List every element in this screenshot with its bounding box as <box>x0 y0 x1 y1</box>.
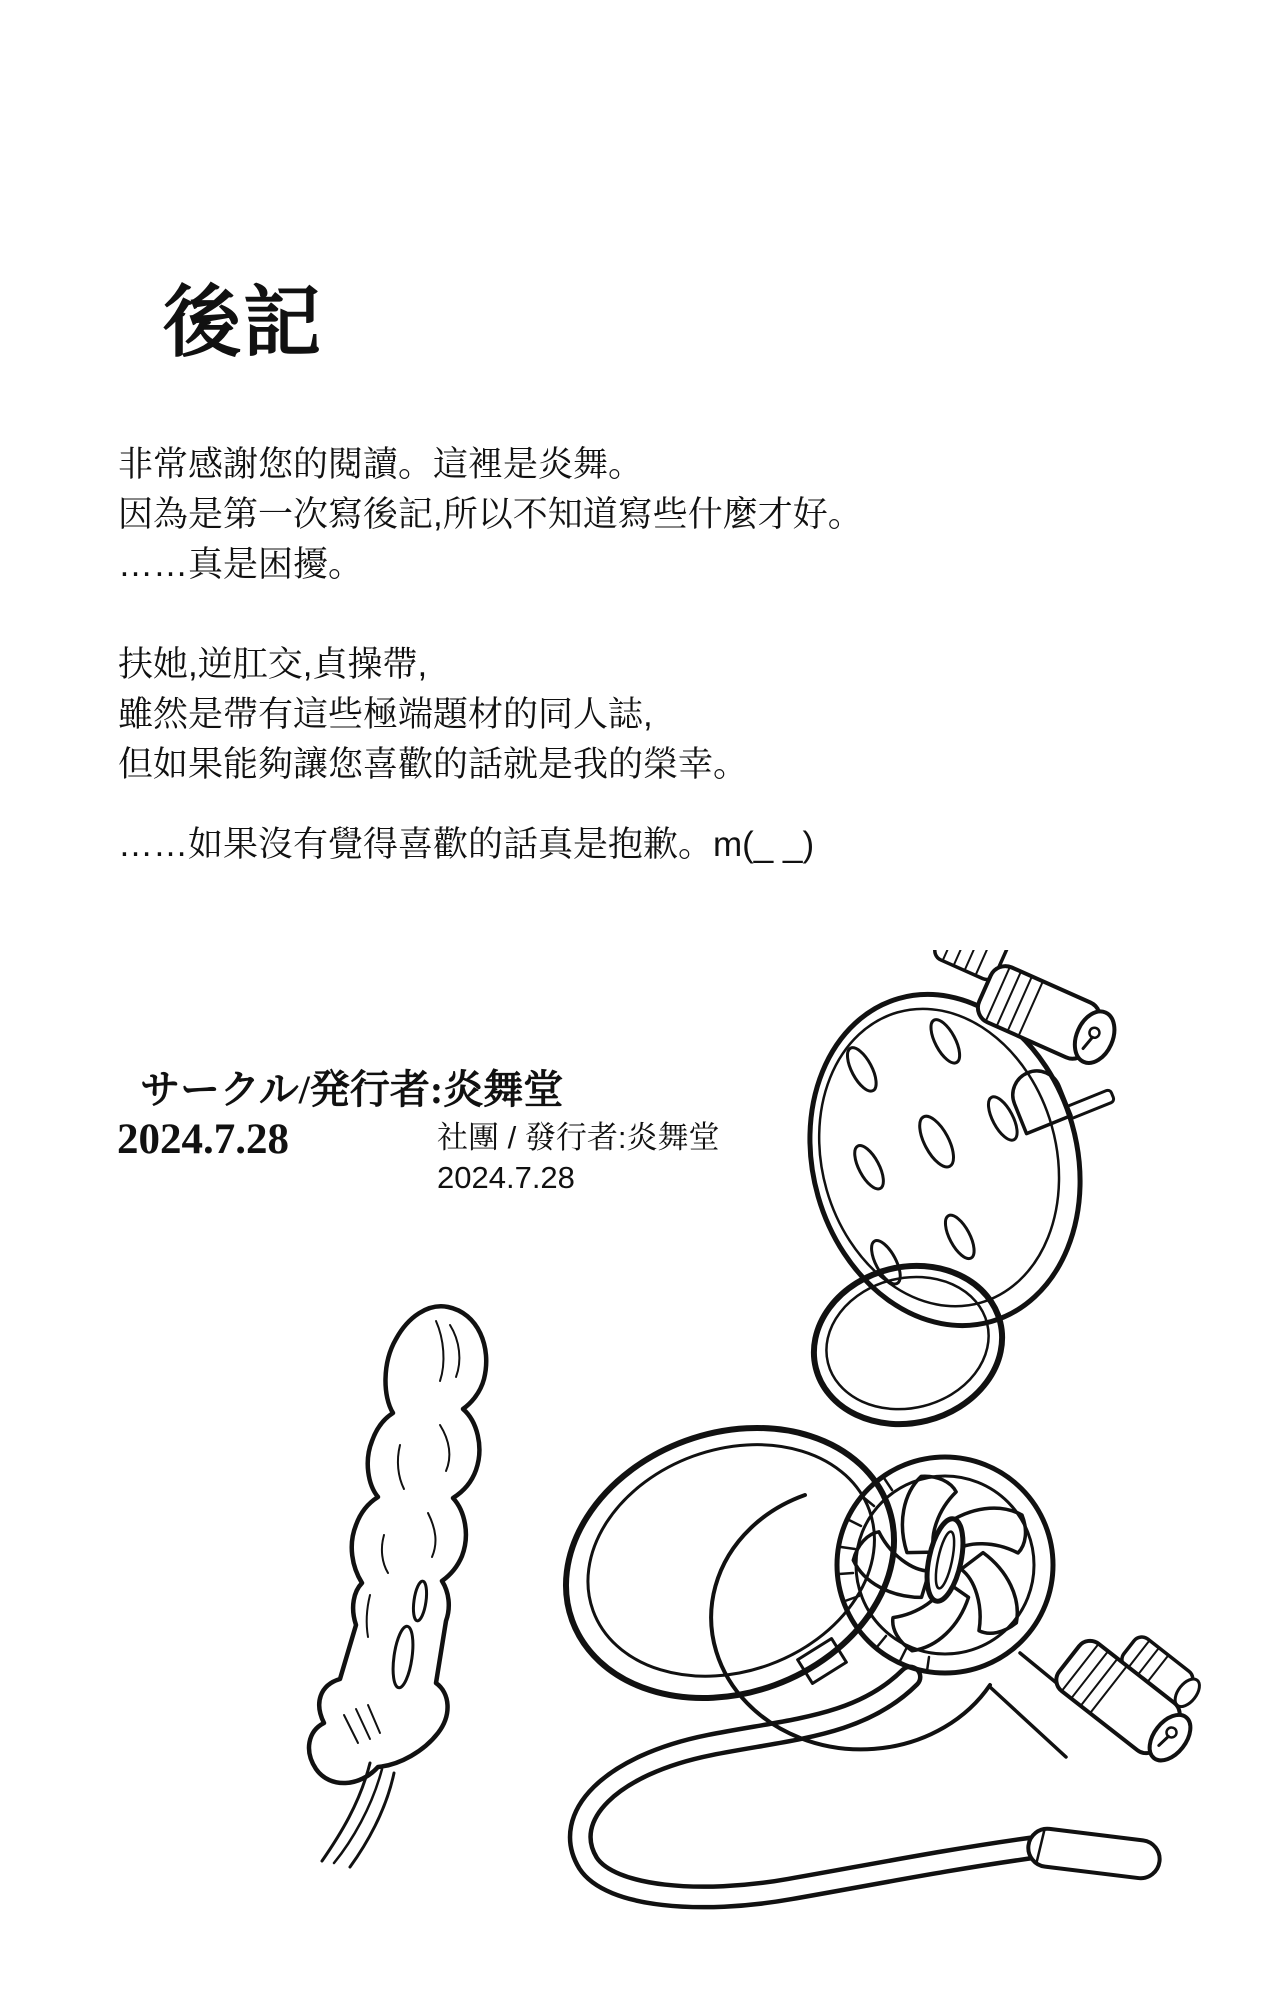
text-line: 扶她,逆肛交,貞操帶, <box>118 645 428 684</box>
cage-lock <box>1051 1608 1220 1771</box>
text-line: 雖然是帶有這些極端題材的同人誌, <box>118 695 653 734</box>
text-line: 因為是第一次寫後記,所以不知道寫些什麼才好。 <box>118 495 863 534</box>
text-line: 非常感謝您的閱讀。這裡是炎舞。 <box>118 445 644 484</box>
chastity-disc-illustration <box>790 950 1130 1430</box>
cage-wheel <box>837 1457 1053 1673</box>
date-line-zh: 2024.7.28 <box>437 1160 575 1195</box>
paragraph-2 <box>118 640 748 790</box>
chastity-cage-illustration <box>430 1395 1220 1980</box>
credits-chinese <box>437 1118 719 1198</box>
cage-base-ring <box>528 1395 933 1743</box>
circle-publisher-line-jp: サークル/発行者:炎舞堂 <box>140 1067 564 1112</box>
text-line: ……真是困擾。 <box>118 545 364 584</box>
text-line: 但如果能夠讓您喜歡的話就是我的榮幸。 <box>118 745 749 784</box>
paragraph-1 <box>118 440 863 590</box>
cage-tube <box>580 1677 1162 1897</box>
tube-tip <box>1026 1827 1162 1881</box>
paragraph-3 <box>118 820 814 870</box>
page-title: 後記 <box>163 279 324 367</box>
date-line-jp: 2024.7.28 <box>117 1116 289 1163</box>
circle-publisher-line-zh: 社團 / 發行者:炎舞堂 <box>437 1120 720 1155</box>
text-line: ……如果沒有覺得喜歡的話真是抱歉。m(_ _) <box>118 825 815 864</box>
